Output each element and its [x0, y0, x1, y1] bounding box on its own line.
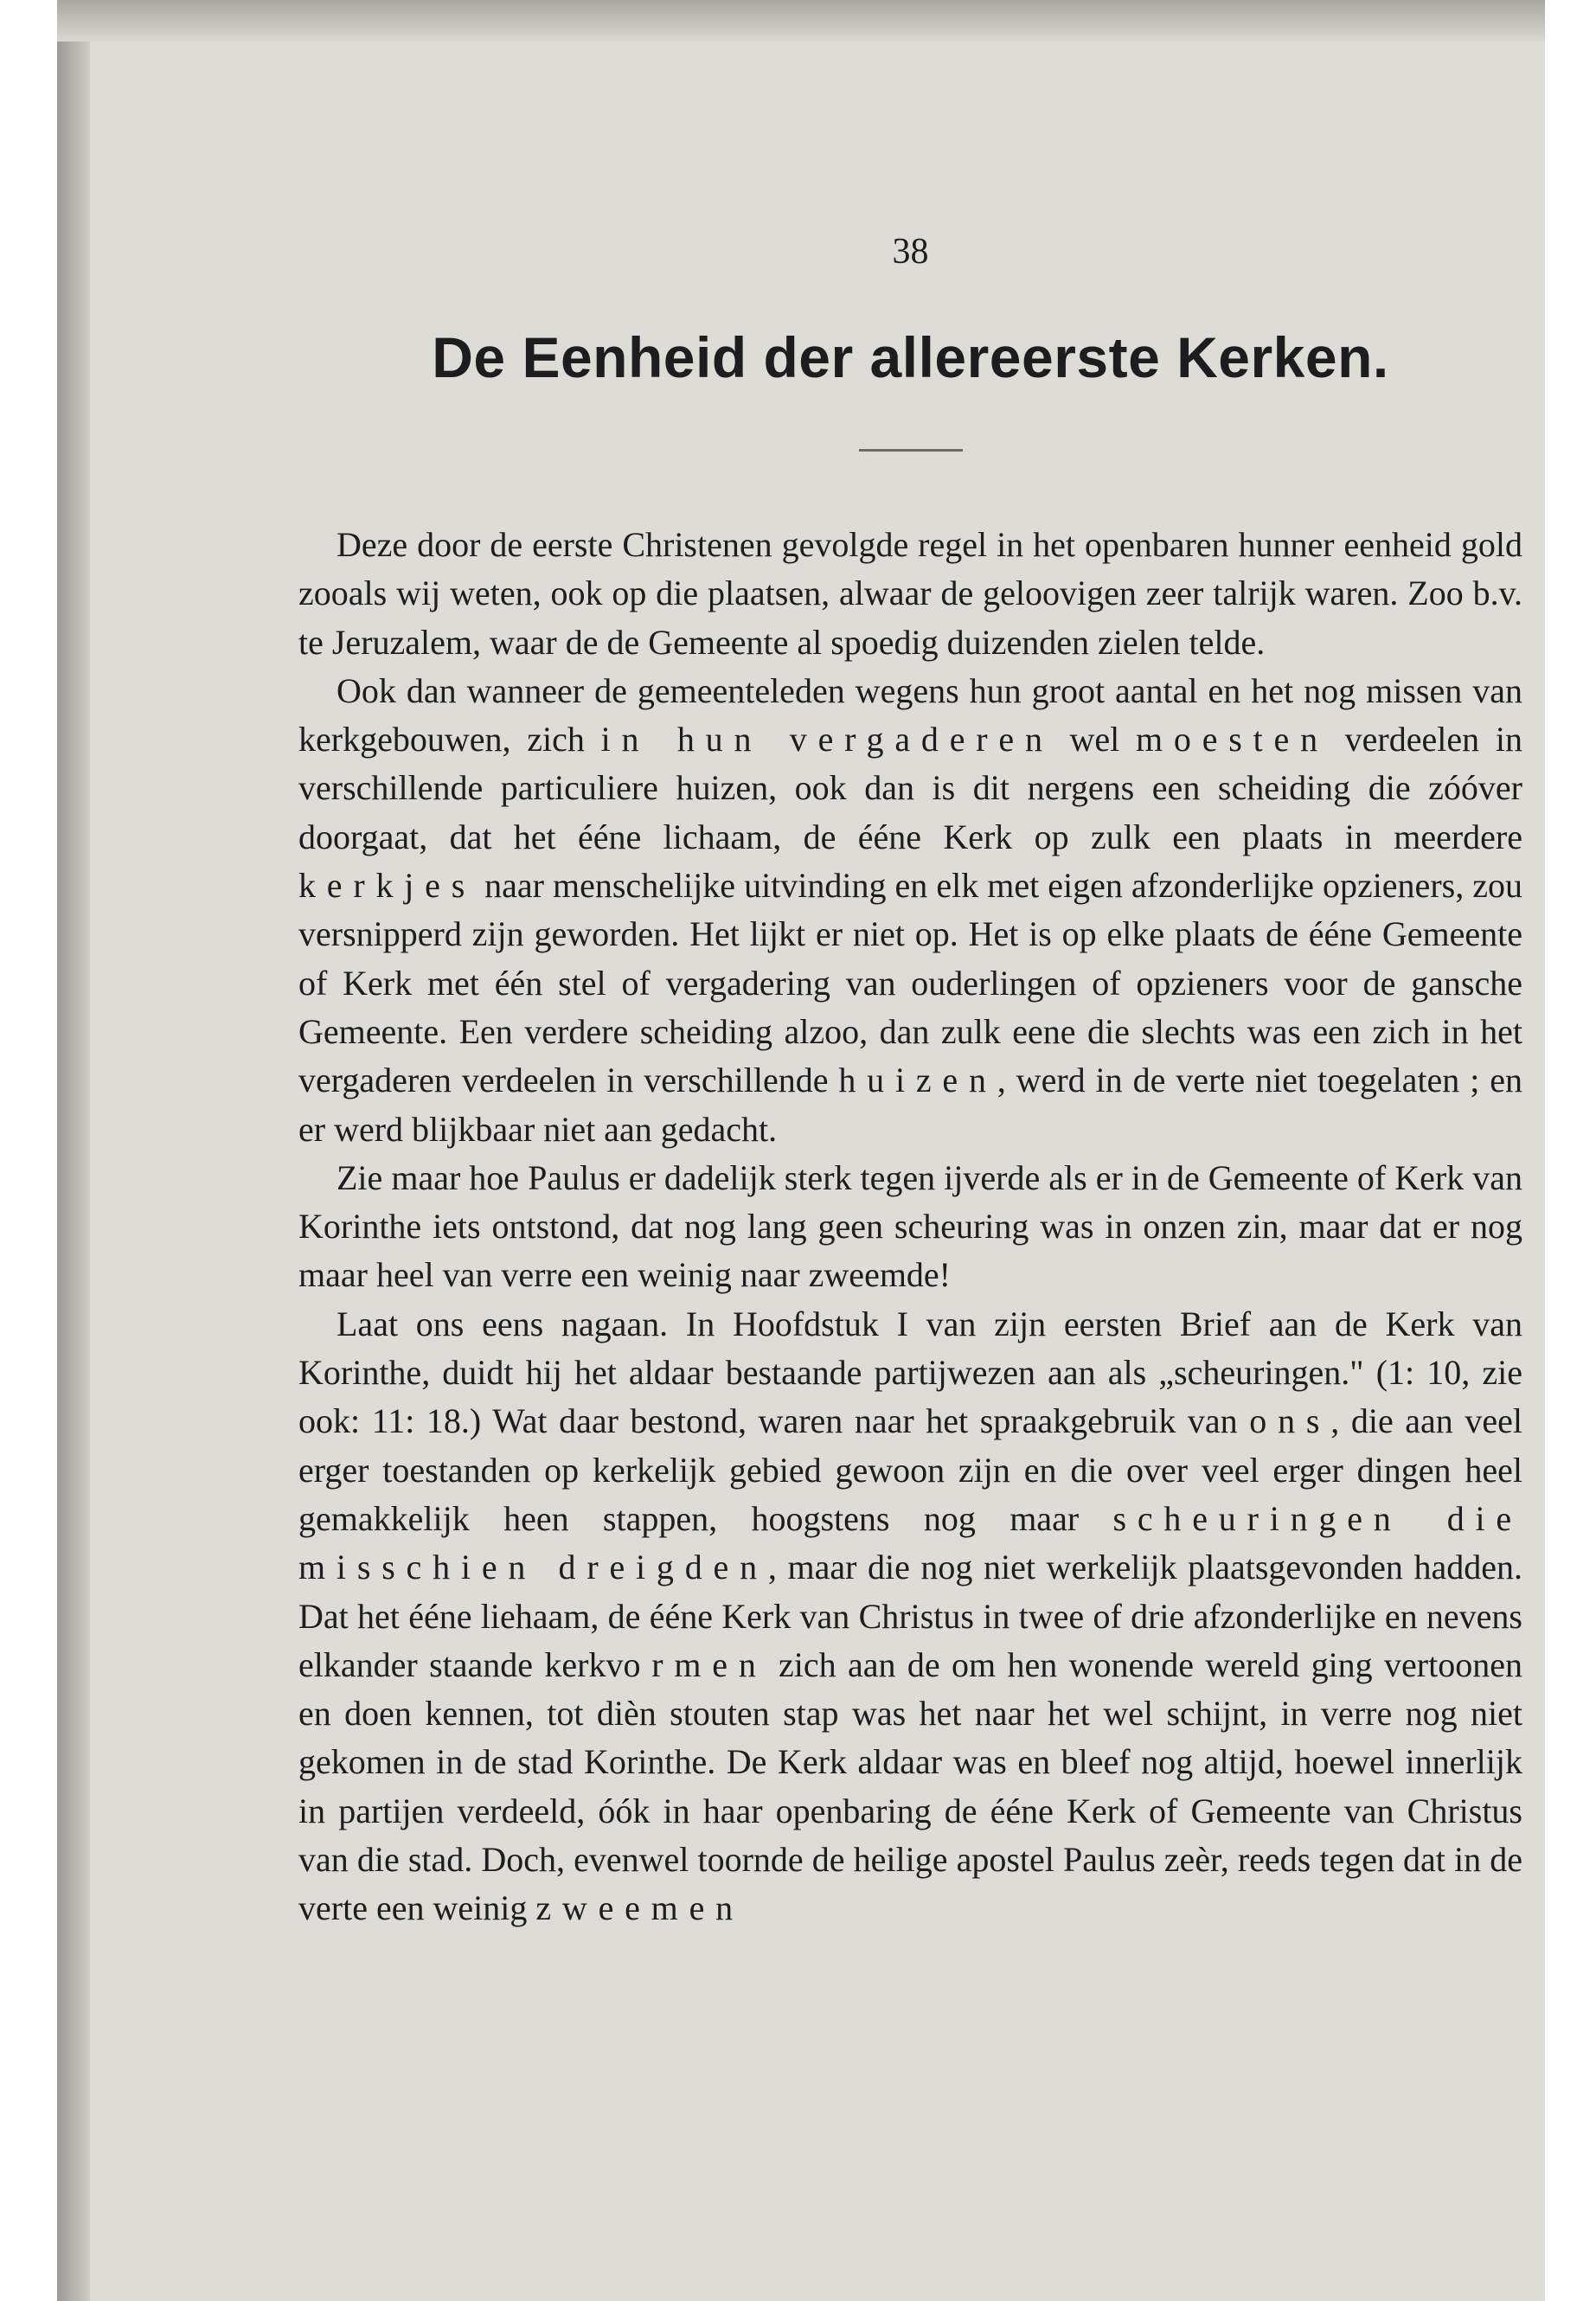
scan-shadow-left	[57, 0, 90, 2301]
page-content	[298, 226, 1522, 1933]
paragraph-2-text: naar menschelijke uitvinding en elk met eigen afzonderlijke opzieners, zou versnipperd zijn geworden. Het lijkt er niet op. Het is op elke plaats de ééne Gemeente of Kerk met één stel of vergadering van ouderlingen of opzieners voor de gansche Gemeente. Een verdere scheiding alzoo, dan zulk eene die slechts was een zich in het vergaderen verdeelen in verschillende	[298, 866, 1522, 1100]
spaced-emphasis: zweemen	[535, 1888, 744, 1928]
paragraph-2-text: verdeelen in verschillende particuliere huizen, ook dan is dit nergens een scheiding die zóóver doorgaat, dat het ééne lichaam, de ééne Kerk op zulk een plaats in meerdere	[298, 720, 1522, 856]
paragraph-2-text: Ook dan wanneer de gemeenteleden wegens hun groot aantal en het nog missen van kerkgebouwen, zich	[298, 670, 1522, 760]
spaced-emphasis: moesten	[1136, 720, 1329, 760]
spaced-emphasis: in hun vergaderen	[600, 720, 1054, 760]
scan-shadow-top	[57, 0, 1545, 42]
title-divider	[859, 449, 963, 452]
spaced-emphasis: scheuringen die misschien dreigden	[298, 1498, 1522, 1587]
paragraph-4-text: , maar die nog niet werkelijk plaatsgevonden hadden. Dat het ééne liehaam, de ééne Kerk van Christus in twee of drie afzonderlijke en nevens elkander staande kerkv	[298, 1548, 1522, 1684]
paragraph-2-text: wel	[1053, 720, 1137, 760]
spaced-emphasis: ormen	[623, 1644, 767, 1684]
paragraph-4-text: Laat ons eens nagaan. In Hoofdstuk I van zijn eersten Brief aan de Kerk van Korinthe, duidt hij het aldaar bestaande partijwezen aan als „scheuringen." (1: 10, zie ook: 11: 18.) Wat daar bestond, waren naar het spraakgebruik van	[298, 1304, 1522, 1441]
paragraph-3: Zie maar hoe Paulus er dadelijk sterk tegen ijverde als er in de Gemeente of Kerk van Korinthe iets ontstond, dat nog lang geen scheuring was in onzen zin, maar dat er nog maar heel van verre een weinig naar zweemde!	[298, 1157, 1522, 1295]
scanned-page	[57, 0, 1545, 2301]
paragraph-4-text: , die aan veel erger toestanden op kerkelijk gebied gewoon zijn en die over veel erger dingen heel gemakkelijk heen stappen, hoogstens nog maar	[298, 1401, 1523, 1538]
paragraph-2-text: , werd in de verte niet toegelaten ; en er werd blijkbaar niet aan gedacht.	[298, 1061, 1522, 1149]
spaced-emphasis: huizen	[838, 1061, 997, 1100]
paragraph-4	[298, 1300, 1522, 1933]
page-surface	[90, 42, 1545, 2301]
chapter-title: De Eenheid der allereerste Kerken.	[432, 325, 1389, 389]
spaced-emphasis: ons	[1249, 1401, 1331, 1441]
body-text	[298, 521, 1522, 1933]
paragraph-2	[298, 667, 1522, 1154]
page-number: 38	[892, 232, 929, 272]
spaced-emphasis: kerkjes	[298, 866, 477, 906]
paragraph-1: Deze door de eerste Christenen gevolgde regel in het openbaren hunner eenheid gold zooals wij weten, ook op die plaatsen, alwaar de geloovigen zeer talrijk waren. Zoo b.v. te Jeruzalem, waar de de Gemeente al spoedig duizenden zielen telde.	[298, 525, 1522, 662]
paragraph-4-text: zich aan de om hen wonende wereld ging vertoonen en doen kennen, tot dièn stouten stap was het naar het wel schijnt, in verre nog niet gekomen in de stad Korinthe. De Kerk aldaar was en bleef nog altijd, hoewel innerlijk in partijen verdeeld, óók in haar openbaring de ééne Kerk of Gemeente van Christus van die stad. Doch, evenwel toornde de heilige apostel Paulus zeèr, reeds tegen dat in de verte een weinig	[298, 1644, 1522, 1928]
